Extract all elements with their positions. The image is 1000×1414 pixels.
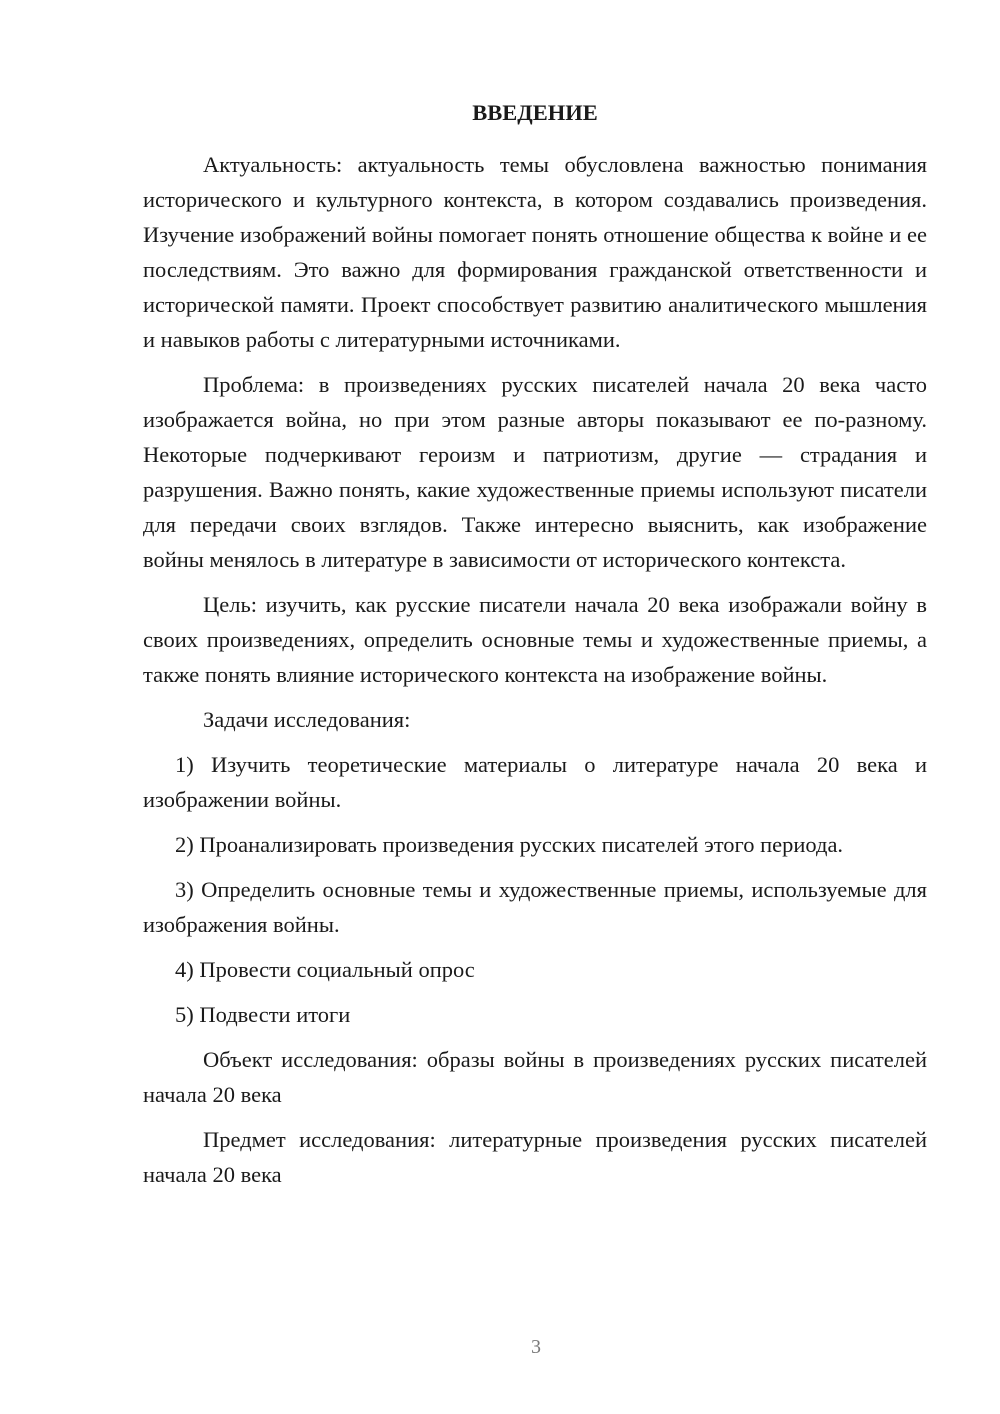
task-item: 1) Изучить теоретические материалы о литературе начала 20 века и изображении войны. [143, 752, 927, 812]
task-item: 4) Провести социальный опрос [175, 957, 475, 982]
page-number: 3 [531, 1336, 541, 1358]
relevance-paragraph: Актуальность: актуальность темы обусловлена важностью понимания исторического и культурного контекста, в котором создавались произведения. Изучение изображений войны помогает понять отношение общества к войне и ее последствиям. Это важно для формирования гражданской ответственности и исторической памяти. Проект способствует развитию аналитического мышления и навыков работы с литературными источниками. [143, 152, 927, 352]
goal-paragraph: Цель: изучить, как русские писатели начала 20 века изображали войну в своих произведениях, определить основные темы и художественные приемы, а также понять влияние исторического контекста на изображение войны. [143, 592, 927, 687]
subject-paragraph: Предмет исследования: литературные произведения русских писателей начала 20 века [143, 1127, 927, 1187]
task-item: 5) Подвести итоги [175, 1002, 351, 1027]
page-title: ВВЕДЕНИЕ [472, 100, 598, 125]
task-item: 2) Проанализировать произведения русских писателей этого периода. [175, 832, 844, 857]
page-content [143, 95, 927, 1202]
task-item: 3) Определить основные темы и художественные приемы, используемые для изображения войны. [143, 877, 927, 937]
tasks-heading: Задачи исследования: [203, 707, 411, 732]
problem-paragraph: Проблема: в произведениях русских писателей начала 20 века часто изображается война, но при этом разные авторы показывают ее по-разному. Некоторые подчеркивают героизм и патриотизм, другие — страдания и разрушения. Важно понять, какие художественные приемы используют писатели для передачи своих взглядов. Также интересно выяснить, как изображение войны менялось в литературе в зависимости от исторического контекста. [143, 372, 927, 572]
object-paragraph: Объект исследования: образы войны в произведениях русских писателей начала 20 века [143, 1047, 927, 1107]
